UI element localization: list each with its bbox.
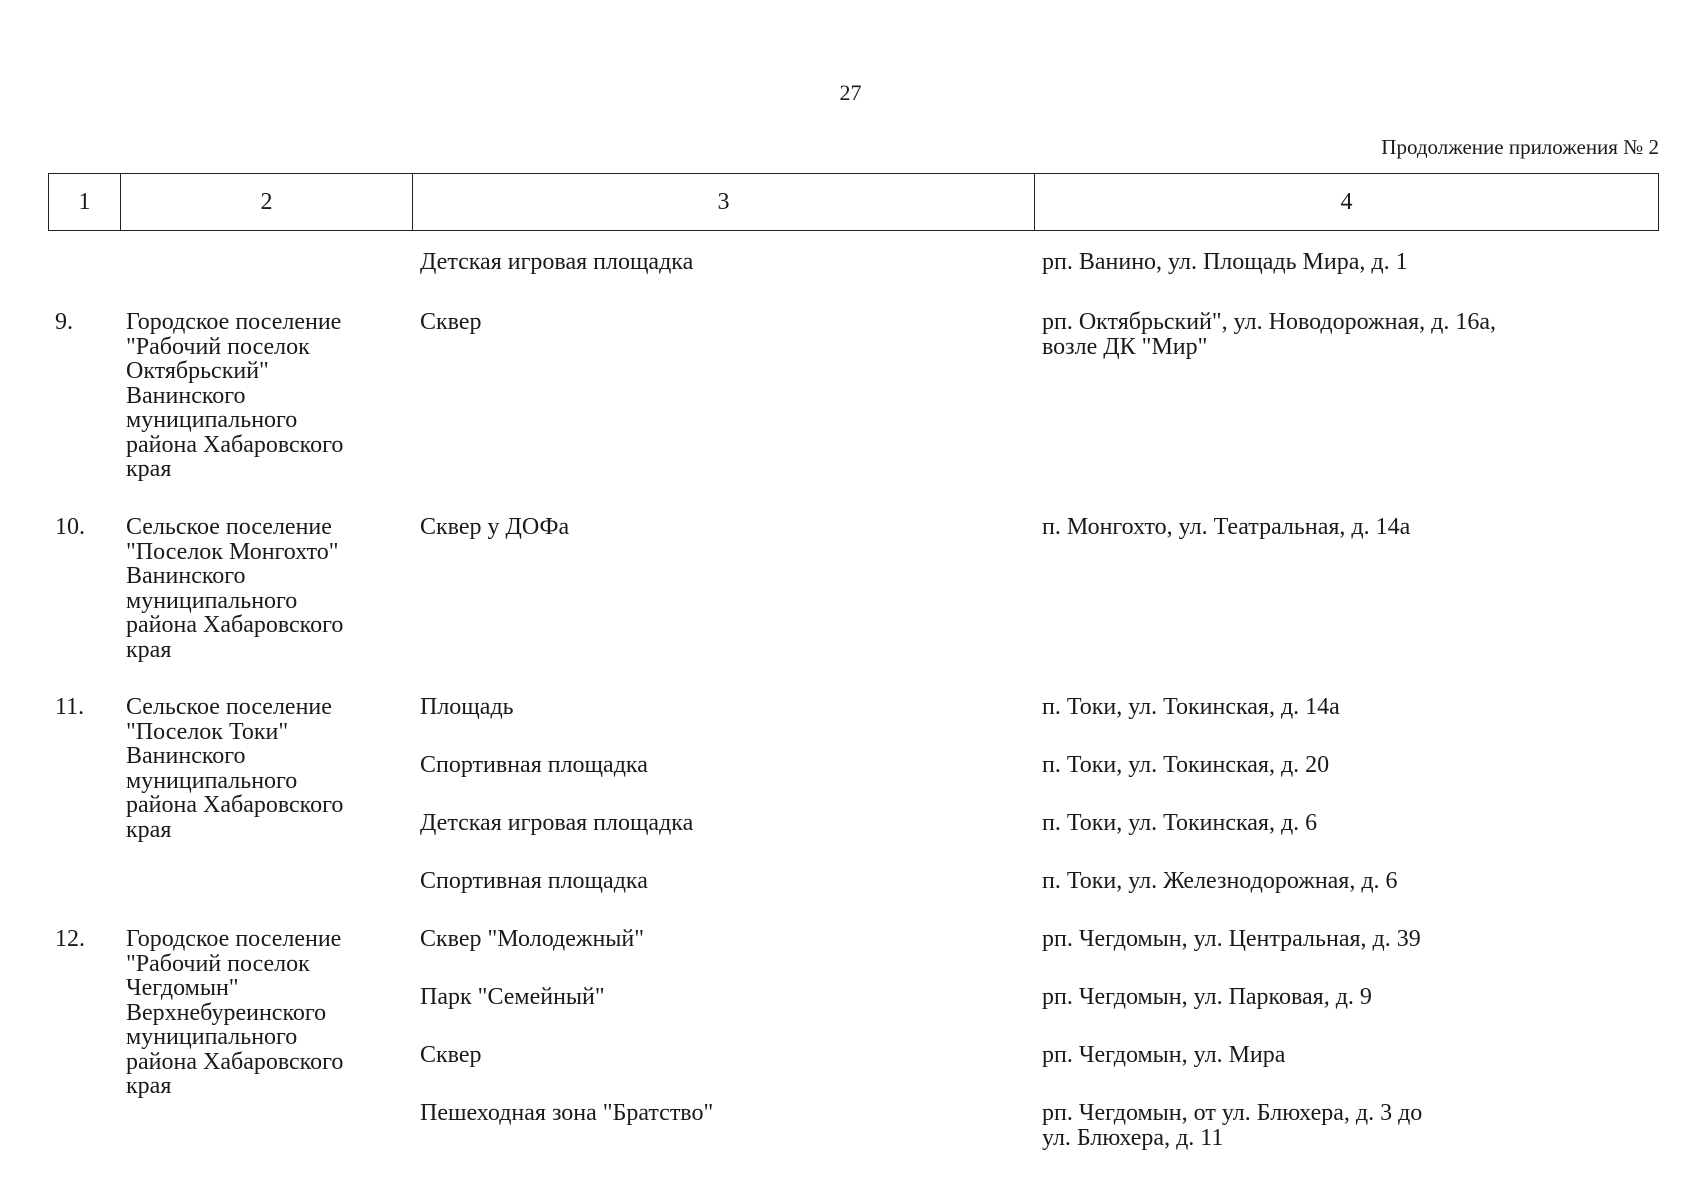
settlement-name-line: муниципального <box>126 407 298 433</box>
object-address-line: п. Токи, ул. Токинская, д. 20 <box>1042 752 1330 778</box>
page-number: 27 <box>839 80 862 105</box>
settlement-name-line: Ванинского <box>126 563 246 589</box>
column-header-3: 3 <box>413 174 1035 231</box>
settlement-name-line: Сельское поселение <box>126 514 332 540</box>
object-name-line: Сквер у ДОФа <box>420 514 570 540</box>
object-address-line: возле ДК "Мир" <box>1042 333 1208 360</box>
settlement-name-line: края <box>126 1073 172 1099</box>
object-name-line: Сквер <box>420 309 482 335</box>
settlement-name-line: "Поселок Токи" <box>126 718 289 745</box>
object-name-line: Пешеходная зона "Братство" <box>420 1100 714 1126</box>
object-address-line: ул. Блюхера, д. 11 <box>1042 1124 1224 1151</box>
object-address <box>1042 1043 1285 1068</box>
row-number: 12. <box>55 926 85 952</box>
object-name <box>420 753 648 778</box>
settlement-name-line: муниципального <box>126 587 298 614</box>
object-address <box>1042 695 1340 720</box>
object-address-line: рп. Чегдомын, от ул. Блюхера, д. 3 до <box>1042 1100 1423 1126</box>
object-address <box>1042 1101 1422 1150</box>
object-name-line: Сквер <box>420 1042 482 1068</box>
object-address <box>1042 310 1496 359</box>
object-name <box>420 1101 713 1126</box>
column-header-2: 2 <box>121 174 413 231</box>
object-name-line: Детская игровая площадка <box>420 810 694 836</box>
settlement-name-line: Октябрьский" <box>126 358 269 384</box>
settlement-name-line: района Хабаровского <box>126 1048 344 1075</box>
row-number: 9. <box>55 309 73 335</box>
settlement-name-line: края <box>126 456 172 482</box>
object-name <box>420 1043 482 1068</box>
row-number: 10. <box>55 514 85 540</box>
settlement-name-line: Ванинского <box>126 743 246 769</box>
object-address-line: рп. Чегдомын, ул. Центральная, д. 39 <box>1042 926 1421 952</box>
object-name <box>420 695 514 720</box>
settlement-name-line: района Хабаровского <box>126 431 344 458</box>
object-name-line: Спортивная площадка <box>420 752 648 778</box>
object-address <box>1042 250 1408 275</box>
object-address-line: рп. Ванино, ул. Площадь Мира, д. 1 <box>1042 249 1408 275</box>
continuation-label: Продолжение приложения № 2 <box>1381 135 1659 159</box>
object-name-line: Сквер "Молодежный" <box>420 926 645 952</box>
object-address-line: рп. Октябрьский", ул. Новодорожная, д. 16а, <box>1042 309 1497 335</box>
column-header-1: 1 <box>49 174 121 231</box>
object-name <box>420 515 569 540</box>
object-address-line: рп. Чегдомын, ул. Парковая, д. 9 <box>1042 984 1372 1010</box>
object-address-line: п. Токи, ул. Железнодорожная, д. 6 <box>1042 868 1398 894</box>
settlement-name <box>126 310 343 482</box>
object-name-line: Спортивная площадка <box>420 868 648 894</box>
column-header-row <box>49 174 1659 231</box>
object-name <box>420 985 605 1010</box>
object-name <box>420 927 644 952</box>
object-name <box>420 811 693 836</box>
object-address <box>1042 515 1410 540</box>
settlement-name <box>126 927 343 1099</box>
object-name-line: Детская игровая площадка <box>420 249 694 275</box>
settlement-name-line: Сельское поселение <box>126 694 332 720</box>
object-address-line: рп. Чегдомын, ул. Мира <box>1042 1042 1286 1068</box>
settlement-name-line: "Рабочий поселок <box>126 333 310 360</box>
object-address <box>1042 869 1398 894</box>
object-name-line: Площадь <box>420 694 514 720</box>
settlement-name-line: "Рабочий поселок <box>126 950 310 977</box>
column-header-4: 4 <box>1035 174 1659 231</box>
settlement-name-line: района Хабаровского <box>126 612 344 638</box>
settlement-name-line: края <box>126 816 172 843</box>
object-name <box>420 250 693 275</box>
object-name <box>420 869 648 894</box>
object-address <box>1042 985 1372 1010</box>
settlement-name-line: района Хабаровского <box>126 792 344 818</box>
object-address <box>1042 811 1317 836</box>
object-address-line: п. Монгохто, ул. Театральная, д. 14а <box>1042 514 1411 540</box>
object-name <box>420 310 482 335</box>
settlement-name-line: Городское поселение <box>126 926 342 952</box>
settlement-name <box>126 695 343 842</box>
object-name-line: Парк "Семейный" <box>420 984 605 1010</box>
settlement-name-line: Ванинского <box>126 382 246 409</box>
settlement-name <box>126 515 343 662</box>
object-address-line: п. Токи, ул. Токинская, д. 6 <box>1042 810 1318 836</box>
object-address-line: п. Токи, ул. Токинская, д. 14а <box>1042 694 1340 720</box>
object-address <box>1042 927 1421 952</box>
settlement-name-line: Городское поселение <box>126 309 342 335</box>
settlement-name-line: Верхнебуреинского <box>126 999 327 1026</box>
object-address <box>1042 753 1329 778</box>
row-number: 11. <box>55 694 85 720</box>
settlement-name-line: Чегдомын" <box>126 975 239 1001</box>
settlement-name-line: "Поселок Монгохто" <box>126 538 339 565</box>
settlement-name-line: муниципального <box>126 1024 298 1050</box>
column-header-table <box>48 173 1659 231</box>
settlement-name-line: муниципального <box>126 767 298 794</box>
settlement-name-line: края <box>126 636 172 663</box>
